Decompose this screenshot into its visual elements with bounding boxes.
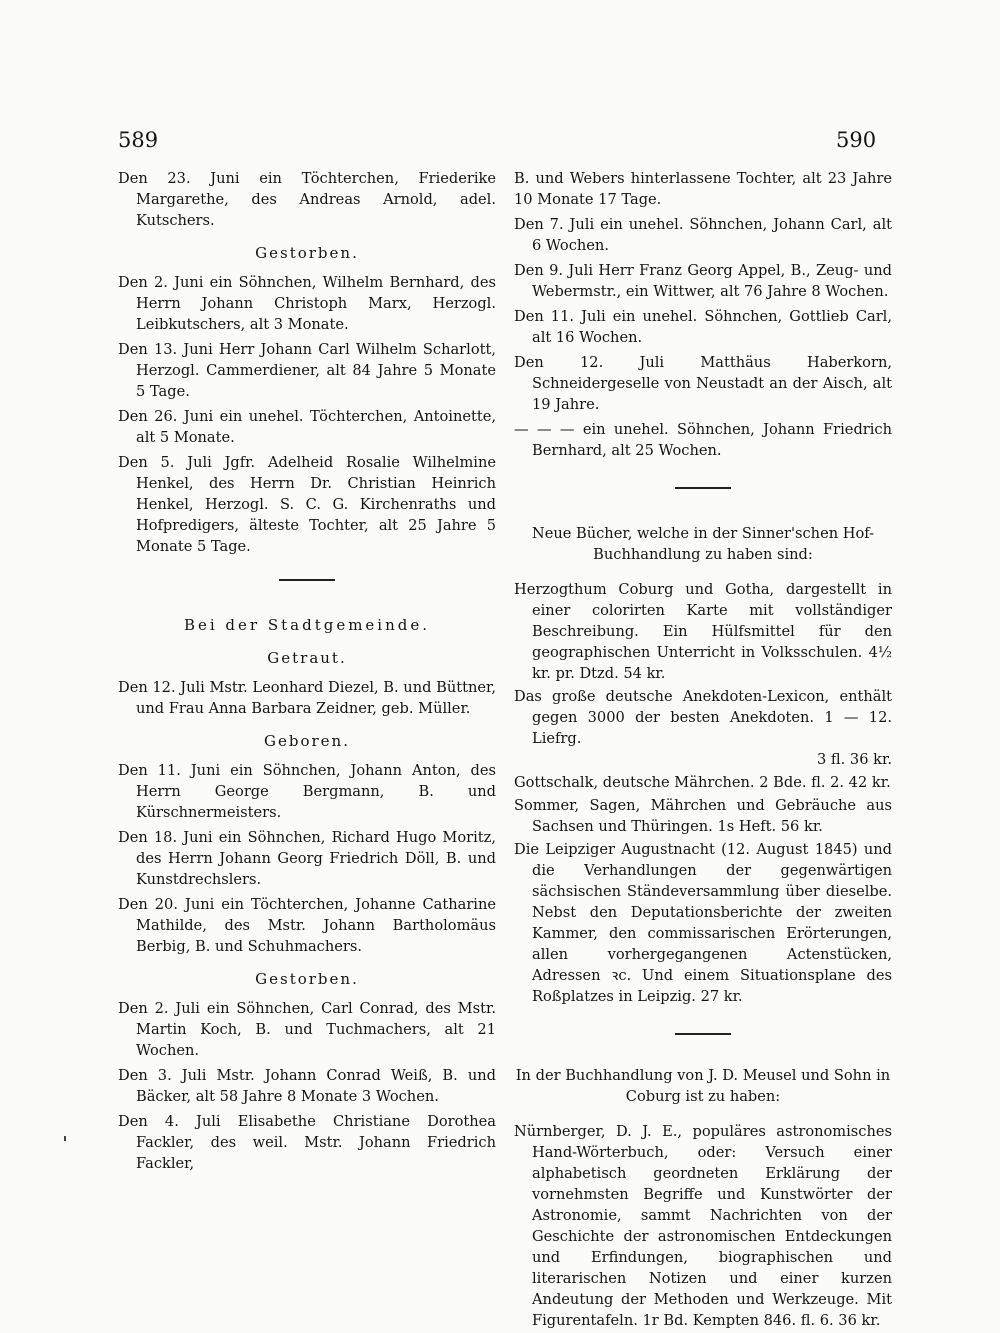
- book-listing: Das große deutsche Anekdoten-Lexicon, enthält gegen 3000 der besten Anekdoten. 1 — 12. Liefrg.: [514, 688, 892, 747]
- register-entry: Den 4. Juli Elisabethe Christiane Dorothea Fackler, des weil. Mstr. Johann Friedrich Fackler,: [118, 1113, 496, 1172]
- divider-rule: [675, 1033, 731, 1035]
- book-listing: Nürnberger, D. J. E., populäres astronomisches Hand-Wörterbuch, oder: Versuch einer alphabetisch geordneten Erklärung der vornehmsten Begriffe und Kunstwörter der Astronomie, sammt Nachrichten von der Geschichte der astronomischen Entdeckungen und Erfindungen, biographischen und literarischen Notizen und einer kurzen Andeutung der Methoden und Werkzeuge. Mit Figurentafeln. 1r Bd. Kempten 846. fl. 6. 36 kr.: [514, 1123, 892, 1329]
- right-column: [514, 168, 892, 1333]
- register-entry: Den 3. Juli Mstr. Johann Conrad Weiß, B. und Bäcker, alt 58 Jahre 8 Monate 3 Wochen.: [118, 1067, 496, 1105]
- bookshop-intro: Neue Bücher, welche in der Sinner'schen Hof-Buchhandlung zu haben sind:: [531, 525, 875, 563]
- divider-rule: [675, 487, 731, 489]
- register-entry: Den 2. Juli ein Söhnchen, Carl Conrad, des Mstr. Martin Koch, B. und Tuchmachers, alt 21 Wochen.: [118, 1000, 496, 1059]
- section-heading: Getraut.: [267, 649, 347, 667]
- register-entry: Den 18. Juni ein Söhnchen, Richard Hugo Moritz, des Herrn Johann Georg Friedrich Döll, B. und Kunstdrechslers.: [118, 829, 496, 888]
- section-heading: Gestorben.: [255, 970, 359, 988]
- left-column: [118, 168, 496, 1178]
- section-heading: Geboren.: [264, 732, 350, 750]
- divider-rule: [279, 579, 335, 581]
- bookshop-intro: In der Buchhandlung von J. D. Meusel und Sohn in Coburg ist zu haben:: [515, 1067, 891, 1105]
- page-number-right: 590: [836, 128, 877, 152]
- register-entry: Den 26. Juni ein unehel. Töchterchen, Antoinette, alt 5 Monate.: [118, 408, 496, 446]
- register-entry: Den 9. Juli Herr Franz Georg Appel, B., Zeug- und Webermstr., ein Wittwer, alt 76 Jahre 8 Wochen.: [514, 262, 892, 300]
- register-entry: Den 13. Juni Herr Johann Carl Wilhelm Scharlott, Herzogl. Cammerdiener, alt 84 Jahre 5 Monate 5 Tage.: [118, 341, 496, 400]
- register-entry: Den 20. Juni ein Töchterchen, Johanne Catharine Mathilde, des Mstr. Johann Bartholomäus Berbig, B. und Schuhmachers.: [118, 896, 496, 955]
- section-heading: Bei der Stadtgemeinde.: [183, 616, 431, 634]
- register-entry: B. und Webers hinterlassene Tochter, alt 23 Jahre 10 Monate 17 Tage.: [514, 170, 892, 208]
- book-price: 3 fl. 36 kr.: [817, 751, 892, 768]
- register-entry: Den 11. Juni ein Söhnchen, Johann Anton, des Herrn George Bergmann, B. und Kürschnermeisters.: [118, 762, 496, 821]
- register-entry: Den 23. Juni ein Töchterchen, Friederike Margarethe, des Andreas Arnold, adel. Kutschers.: [118, 170, 496, 229]
- book-listing: Die Leipziger Augustnacht (12. August 1845) und die Verhandlungen der gegenwärtigen sächsischen Ständeversammlung über dieselbe. Nebst den Deputationsberichte der zweiten Kammer, den commissarischen Erörterungen, allen vorhergegangenen Actenstücken, Adressen ꝛc. Und einem Situationsplane des Roßplatzes in Leipzig. 27 kr.: [514, 841, 892, 1005]
- page-number-left: 589: [118, 128, 159, 152]
- register-entry: Den 2. Juni ein Söhnchen, Wilhelm Bernhard, des Herrn Johann Christoph Marx, Herzogl. Leibkutschers, alt 3 Monate.: [118, 274, 496, 333]
- section-heading: Gestorben.: [255, 244, 359, 262]
- register-entry: Den 11. Juli ein unehel. Söhnchen, Gottlieb Carl, alt 16 Wochen.: [514, 308, 892, 346]
- register-entry: Den 5. Juli Jgfr. Adelheid Rosalie Wilhelmine Henkel, des Herrn Dr. Christian Heinrich Henkel, Herzogl. S. C. G. Kirchenraths und Hofpredigers, älteste Tochter, alt 25 Jahre 5 Monate 5 Tage.: [118, 454, 496, 555]
- register-entry: Den 7. Juli ein unehel. Söhnchen, Johann Carl, alt 6 Wochen.: [514, 216, 892, 254]
- register-entry: Den 12. Juli Mstr. Leonhard Diezel, B. und Büttner, und Frau Anna Barbara Zeidner, geb. Müller.: [118, 679, 496, 717]
- register-entry: Den 12. Juli Matthäus Haberkorn, Schneidergeselle von Neustadt an der Aisch, alt 19 Jahre.: [514, 354, 892, 413]
- margin-mark: [64, 1136, 66, 1141]
- book-listing: Gottschalk, deutsche Mährchen. 2 Bde. fl. 2. 42 kr.: [514, 774, 891, 791]
- book-listing: Sommer, Sagen, Mährchen und Gebräuche aus Sachsen und Thüringen. 1s Heft. 56 kr.: [514, 797, 892, 835]
- register-entry: — — — ein unehel. Söhnchen, Johann Friedrich Bernhard, alt 25 Wochen.: [514, 421, 892, 459]
- book-listing: Herzogthum Coburg und Gotha, dargestellt in einer colorirten Karte mit vollständiger Beschreibung. Ein Hülfsmittel für den geographischen Unterricht in Volksschulen. 4½ kr. pr. Dtzd. 54 kr.: [514, 581, 892, 682]
